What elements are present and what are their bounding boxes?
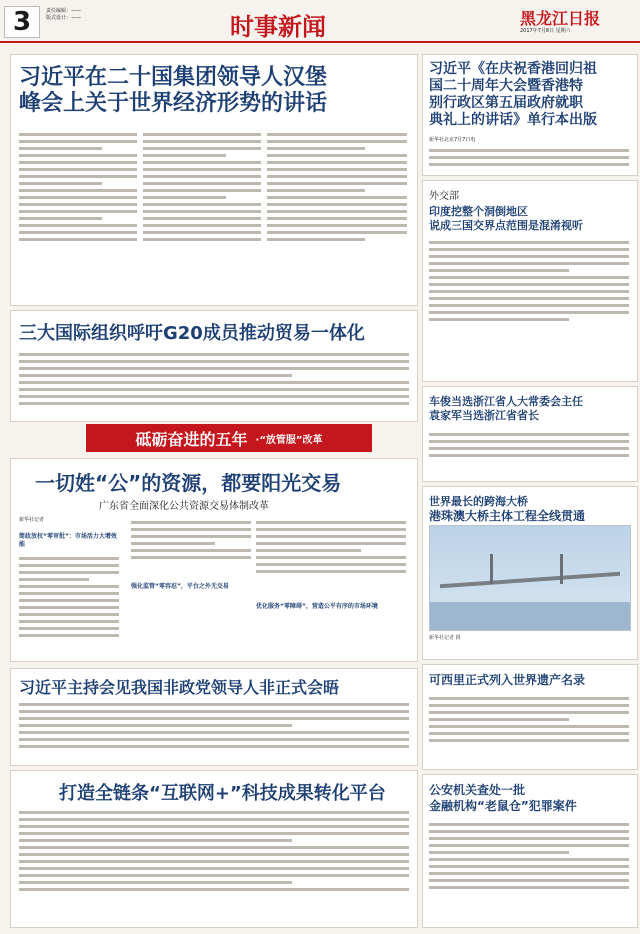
right-top-title-line3: 别行政区第五届政府就职 — [429, 95, 583, 111]
lead-text-col2 — [143, 129, 261, 299]
public-resources-byline: 新华社记者 — [19, 517, 45, 523]
g20-text — [19, 349, 409, 415]
foreign-text — [429, 237, 629, 377]
foreign-kicker: 外交部 — [429, 191, 459, 202]
internet-title: 打造全链条“互联网+”科技成果转化平台 — [59, 783, 386, 804]
internet-article — [10, 770, 418, 928]
bridge-title: 世界最长的跨海大桥 — [429, 495, 528, 508]
right-top-article — [422, 54, 638, 176]
trade-title: 可西里正式列入世界遗产名录 — [429, 673, 586, 687]
foreign-title-line1: 印度挖整个洞倒地区 — [429, 205, 528, 218]
public-resources-subhead2: 优化服务“零障碍”，营造公平有序的市场环境 — [256, 603, 378, 610]
g20-title: 三大国际组织呼吁G20成员推动贸易一体化 — [19, 323, 365, 344]
internet-text — [19, 807, 409, 919]
trade-text — [429, 693, 629, 763]
security-title-line2: 金融机构“老鼠仓”犯罪案件 — [429, 799, 577, 813]
right-top-title-line4: 典礼上的讲话》单行本出版 — [429, 112, 597, 128]
right-top-title-line1: 习近平《在庆祝香港回归祖 — [429, 61, 597, 77]
appointment-text — [429, 429, 629, 477]
public-resources-subhead3: 简政放权“零审批”：市场活力大增效能 — [19, 533, 117, 548]
page-number: 3 — [4, 6, 40, 38]
banner-bar — [86, 424, 372, 452]
party-meeting-article — [10, 668, 418, 766]
bridge-article — [422, 486, 638, 660]
foreign-title-line2: 说成三国交界点范围是混淆视听 — [429, 219, 583, 232]
party-meeting-text — [19, 699, 409, 761]
appointment-title-line2: 袁家军当选浙江省省长 — [429, 409, 539, 422]
section-title: 时事新闻 — [230, 13, 326, 41]
lead-text-col3 — [267, 129, 407, 299]
editor-info — [46, 8, 156, 22]
trade-article — [422, 664, 638, 770]
bridge-credit: 新华社记者 摄 — [429, 635, 461, 641]
appointment-article — [422, 386, 638, 482]
date-line: 2017年7月8日 星期六 — [520, 28, 571, 34]
right-top-title-line2: 国二十周年大会暨香港特 — [429, 78, 583, 94]
public-resources-subhead1: 强化监管“零容忍”，平台之外无交易 — [131, 583, 229, 590]
public-resources-article — [10, 458, 418, 662]
public-resources-text-col3 — [256, 517, 406, 597]
bridge-photo — [429, 525, 631, 631]
appointment-title-line1: 车俊当选浙江省人大常委会主任 — [429, 395, 583, 408]
right-top-text — [429, 145, 629, 171]
security-article — [422, 774, 638, 928]
right-top-byline: 新华社北京7月7日电 — [429, 137, 476, 143]
lead-title-line1: 习近平在二十国集团领导人汉堡 — [19, 65, 328, 90]
lead-title-line2: 峰会上关于世界经济形势的讲话 — [19, 91, 328, 116]
public-resources-text-col2 — [131, 517, 251, 577]
security-text — [429, 819, 629, 923]
newspaper-name: 黑龙江日报 — [520, 9, 601, 28]
public-resources-title: 一切姓“公”的资源，都要阳光交易 — [35, 471, 342, 495]
security-title-line1: 公安机关查处一批 — [429, 783, 526, 797]
bridge-subtitle: 港珠澳大桥主体工程全线贯通 — [429, 509, 586, 523]
editor-line-2: 版式设计：—— — [46, 15, 82, 21]
public-resources-subtitle: 广东省全面深化公共资源交易体制改革 — [99, 501, 269, 512]
header-rule — [0, 41, 640, 43]
foreign-ministry-article — [422, 180, 638, 382]
lead-text-col1 — [19, 129, 137, 299]
lead-article — [10, 54, 418, 306]
banner-main: 砥砺奋进的五年 — [135, 429, 248, 449]
editor-line-1: 责任编辑：—— — [46, 8, 82, 14]
g20-article — [10, 310, 418, 422]
party-meeting-title: 习近平主持会见我国非政党领导人非正式会晤 — [19, 678, 340, 697]
banner-tag: ·“放管服”改革 — [255, 434, 323, 446]
public-resources-text-col1 — [19, 553, 119, 657]
